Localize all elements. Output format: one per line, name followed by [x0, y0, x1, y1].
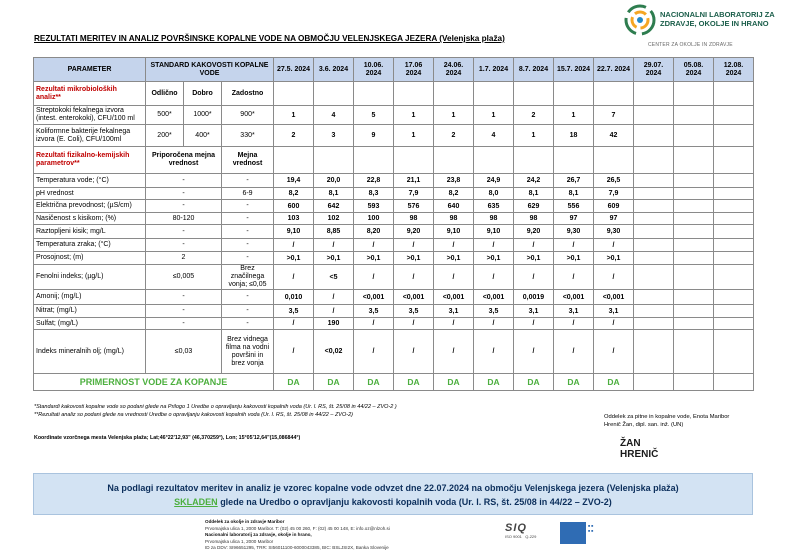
signature-line: ŽAN — [620, 438, 641, 449]
footer-org: Nacionalni laboratorij za zdravje, okolje in hrano, — [205, 532, 312, 538]
value-cell: 593 — [354, 200, 394, 213]
table-row — [34, 305, 754, 318]
value-cell: 23,8 — [434, 174, 474, 188]
value-cell: 3 — [314, 125, 354, 147]
value-cell — [714, 330, 754, 374]
value-cell: 24,9 — [474, 174, 514, 188]
verdict-cell: DA — [594, 374, 634, 391]
value-cell — [714, 252, 754, 265]
value-cell: <0,001 — [434, 290, 474, 305]
value-cell: 1 — [394, 106, 434, 125]
value-cell: 22,8 — [354, 174, 394, 188]
verdict-cell: DA — [514, 374, 554, 391]
value-cell: 18 — [554, 125, 594, 147]
value-cell: / — [514, 318, 554, 330]
signature — [620, 438, 658, 460]
parameter-name: Indeks mineralnih olj; (mg/L) — [34, 330, 146, 374]
table-row — [34, 125, 754, 147]
verdict-row — [34, 374, 754, 391]
footnote: **Rezultati analiz so podani glede na vrednosti Uredbe o opravljanju kakovosti kopalnih voda (Ur. l. RS, št. 25/08 in 44/22 – ZVO-2) — [34, 412, 353, 418]
value-cell: <0,001 — [554, 290, 594, 305]
value-cell — [674, 305, 714, 318]
verdict-cell: DA — [354, 374, 394, 391]
micro-head-good: Dobro — [184, 82, 222, 106]
signature-line: HRENIČ — [620, 449, 659, 460]
value-cell: / — [474, 330, 514, 374]
value-cell: / — [514, 265, 554, 290]
lab-logo-icon — [624, 4, 656, 36]
value-cell: 609 — [594, 200, 634, 213]
value-cell — [714, 265, 754, 290]
table-row — [34, 188, 754, 200]
table-row — [34, 290, 754, 305]
value-cell: / — [474, 318, 514, 330]
signoff-block — [604, 413, 764, 429]
value-cell: 8,1 — [514, 188, 554, 200]
value-cell: 102 — [314, 213, 354, 225]
certification-badge — [505, 522, 555, 544]
value-cell: / — [394, 265, 434, 290]
summary-line-1: Na podlagi rezultatov meritev in analiz je vzorec kopalne vode odvzet dne 22.07.2024 na območju Velenjskega jezera (Velenjska plaža) — [107, 483, 679, 493]
value-cell: / — [594, 265, 634, 290]
parameter-name: Amonij; (mg/L) — [34, 290, 146, 305]
footer-contact: Prvomajska ulica 1, 2000 Maribor. T: (02) 45 00 260, F: (02) 45 00 148, E: info.oz@nlzoh.si — [205, 525, 390, 531]
value-cell: 9 — [354, 125, 394, 147]
table-row — [34, 330, 754, 374]
value-cell: 8,20 — [354, 225, 394, 239]
cert-mark: SIQ — [505, 522, 527, 534]
table-row — [34, 106, 754, 125]
recommended-limit: - — [146, 200, 222, 213]
verdict-cell — [634, 374, 674, 391]
value-cell: 9,10 — [274, 225, 314, 239]
value-cell: 8,3 — [354, 188, 394, 200]
value-cell: / — [434, 265, 474, 290]
footnotes — [34, 403, 397, 419]
parameter-name: Temperatura vode; (°C) — [34, 174, 146, 188]
recommended-limit: - — [146, 318, 222, 330]
value-cell — [634, 174, 674, 188]
recommended-limit: - — [146, 305, 222, 318]
value-cell: 26,7 — [554, 174, 594, 188]
limit-value: - — [222, 213, 274, 225]
header-date: 3.6. 2024 — [314, 58, 354, 82]
parameter-name: Prosojnost; (m) — [34, 252, 146, 265]
value-cell: 9,10 — [474, 225, 514, 239]
value-cell: / — [354, 239, 394, 252]
value-cell — [634, 330, 674, 374]
page-footer — [205, 519, 495, 552]
value-cell: 629 — [514, 200, 554, 213]
header-date: 15.7. 2024 — [554, 58, 594, 82]
recommended-limit: - — [146, 174, 222, 188]
signoff-person: Hrenič Žan, dipl. san. inž. (UN) — [604, 422, 684, 428]
value-cell: / — [274, 330, 314, 374]
value-cell: / — [594, 318, 634, 330]
value-cell — [674, 125, 714, 147]
value-cell — [674, 330, 714, 374]
value-cell: 8,2 — [434, 188, 474, 200]
value-cell: 97 — [594, 213, 634, 225]
value-cell: 635 — [474, 200, 514, 213]
value-cell — [674, 200, 714, 213]
recommended-limit: - — [146, 290, 222, 305]
limit-cell: 1000* — [184, 106, 222, 125]
value-cell: 3,5 — [394, 305, 434, 318]
value-cell: <0,02 — [314, 330, 354, 374]
value-cell — [634, 188, 674, 200]
verdict-cell: DA — [554, 374, 594, 391]
value-cell: 576 — [394, 200, 434, 213]
value-cell — [634, 200, 674, 213]
value-cell: 8,2 — [274, 188, 314, 200]
value-cell — [634, 213, 674, 225]
value-cell: / — [314, 290, 354, 305]
value-cell — [634, 252, 674, 265]
value-cell: 3,5 — [474, 305, 514, 318]
value-cell: 8,0 — [474, 188, 514, 200]
value-cell — [714, 125, 754, 147]
value-cell: / — [554, 330, 594, 374]
table-row — [34, 252, 754, 265]
recommended-limit: 80-120 — [146, 213, 222, 225]
value-cell: >0,1 — [354, 252, 394, 265]
value-cell: 3,1 — [554, 305, 594, 318]
value-cell: 8,1 — [314, 188, 354, 200]
value-cell — [674, 239, 714, 252]
value-cell: / — [594, 330, 634, 374]
verdict-label: PRIMERNOST VODE ZA KOPANJE — [34, 374, 274, 391]
value-cell — [634, 239, 674, 252]
value-cell: >0,1 — [554, 252, 594, 265]
value-cell: 97 — [554, 213, 594, 225]
limit-cell: 500* — [146, 106, 184, 125]
value-cell — [714, 239, 754, 252]
parameter-name: Streptokoki fekalnega izvora (intest. enterokoki), CFU/100 ml — [34, 106, 146, 125]
value-cell: <0,001 — [474, 290, 514, 305]
limit-value: - — [222, 290, 274, 305]
value-cell — [634, 305, 674, 318]
footer-department: Oddelek za okolje in zdravje Maribor — [205, 519, 285, 524]
value-cell: >0,1 — [314, 252, 354, 265]
value-cell — [674, 225, 714, 239]
table-row — [34, 174, 754, 188]
parameter-name: Nasičenost s kisikom; (%) — [34, 213, 146, 225]
verdict-cell — [714, 374, 754, 391]
value-cell — [674, 174, 714, 188]
verdict-cell: DA — [474, 374, 514, 391]
recommended-limit: - — [146, 239, 222, 252]
value-cell: 1 — [474, 106, 514, 125]
value-cell: / — [514, 239, 554, 252]
value-cell — [634, 318, 674, 330]
header-date: 29.07. 2024 — [634, 58, 674, 82]
value-cell — [714, 290, 754, 305]
value-cell: 3,1 — [514, 305, 554, 318]
value-cell: / — [274, 265, 314, 290]
parameter-name: pH vrednost — [34, 188, 146, 200]
table-row — [34, 318, 754, 330]
header-date: 8.7. 2024 — [514, 58, 554, 82]
value-cell: 19,4 — [274, 174, 314, 188]
summary-line-2 — [34, 495, 752, 509]
value-cell — [634, 225, 674, 239]
value-cell: / — [554, 265, 594, 290]
value-cell: 3,5 — [274, 305, 314, 318]
value-cell: 4 — [314, 106, 354, 125]
value-cell — [634, 125, 674, 147]
micro-section-title: Rezultati mikrobioloških analiz** — [34, 82, 146, 106]
value-cell: / — [474, 239, 514, 252]
header-date: 22.7. 2024 — [594, 58, 634, 82]
value-cell: / — [434, 330, 474, 374]
value-cell — [674, 252, 714, 265]
value-cell: 21,1 — [394, 174, 434, 188]
recommended-limit: 2 — [146, 252, 222, 265]
limit-cell: 200* — [146, 125, 184, 147]
org-logo — [624, 4, 784, 46]
value-cell: 26,5 — [594, 174, 634, 188]
value-cell: 98 — [514, 213, 554, 225]
value-cell: 0,010 — [274, 290, 314, 305]
limit-value: - — [222, 252, 274, 265]
limit-value: - — [222, 200, 274, 213]
value-cell — [714, 188, 754, 200]
parameter-name: Raztopljeni kisik; mg/L — [34, 225, 146, 239]
accreditation-text: ■ ■ ■ ■ — [588, 524, 594, 533]
verdict-cell: DA — [434, 374, 474, 391]
value-cell: >0,1 — [394, 252, 434, 265]
parameter-name: Koliformne bakterije fekalnega izvora (E. Coli), CFU/100ml — [34, 125, 146, 147]
value-cell: 2 — [434, 125, 474, 147]
phys-head-limit: Mejna vrednost — [222, 147, 274, 174]
value-cell: / — [434, 318, 474, 330]
value-cell: / — [354, 318, 394, 330]
results-table — [33, 57, 754, 391]
footer-tax: ID za DDV: SI96651295, TRR: SI56011100-6000043385, BIC: BSLJSI2X, Banka Slovenije — [205, 545, 389, 551]
value-cell: 3,1 — [434, 305, 474, 318]
header-parameter: PARAMETER — [34, 58, 146, 82]
value-cell: 556 — [554, 200, 594, 213]
footer-address: Prvomajska ulica 1, 2000 Maribor — [205, 538, 274, 544]
value-cell: 9,10 — [434, 225, 474, 239]
limit-value: - — [222, 305, 274, 318]
value-cell: 7,9 — [594, 188, 634, 200]
value-cell: 1 — [514, 125, 554, 147]
compliant-word: SKLADEN — [174, 497, 218, 507]
value-cell: / — [314, 305, 354, 318]
value-cell: / — [354, 330, 394, 374]
value-cell: / — [274, 318, 314, 330]
accreditation-logo-icon — [560, 522, 586, 544]
header-date: 24.06. 2024 — [434, 58, 474, 82]
header-date: 1.7. 2024 — [474, 58, 514, 82]
summary-line-2-rest: glede na Uredbo o opravljanju kakovosti kopalnih voda (Ur. l. RS, št. 25/08 in 44/22 – ZVO-2) — [217, 497, 612, 507]
table-row — [34, 225, 754, 239]
value-cell: 24,2 — [514, 174, 554, 188]
value-cell — [674, 188, 714, 200]
value-cell: 190 — [314, 318, 354, 330]
table-row — [34, 239, 754, 252]
value-cell: <0,001 — [394, 290, 434, 305]
value-cell: 9,30 — [554, 225, 594, 239]
value-cell: 0,0019 — [514, 290, 554, 305]
recommended-limit: - — [146, 188, 222, 200]
parameter-name: Električna prevodnost; (µS/cm) — [34, 200, 146, 213]
value-cell: >0,1 — [274, 252, 314, 265]
value-cell: <0,001 — [354, 290, 394, 305]
value-cell: 640 — [434, 200, 474, 213]
parameter-name: Fenolni indeks; (µg/L) — [34, 265, 146, 290]
micro-head-excellent: Odlično — [146, 82, 184, 106]
limit-value: - — [222, 239, 274, 252]
value-cell: 7,9 — [394, 188, 434, 200]
value-cell: 3,1 — [594, 305, 634, 318]
value-cell: >0,1 — [514, 252, 554, 265]
value-cell — [634, 290, 674, 305]
value-cell: 8,85 — [314, 225, 354, 239]
micro-head-sufficient: Zadostno — [222, 82, 274, 106]
value-cell — [714, 174, 754, 188]
value-cell: / — [394, 239, 434, 252]
limit-cell: 400* — [184, 125, 222, 147]
value-cell: 1 — [394, 125, 434, 147]
value-cell: >0,1 — [594, 252, 634, 265]
value-cell: 5 — [354, 106, 394, 125]
header-date: 17.06 2024 — [394, 58, 434, 82]
header-date: 05.08. 2024 — [674, 58, 714, 82]
value-cell — [674, 213, 714, 225]
sampling-coordinates: Koordinate vzorčnega mesta Velenjska plaža; Lat;46°22'12,93" (46,370259°), Lon; 15°05'12,64"(15,086844°) — [34, 435, 301, 441]
value-cell: 1 — [274, 106, 314, 125]
value-cell: 8,1 — [554, 188, 594, 200]
parameter-name: Nitrat; (mg/L) — [34, 305, 146, 318]
value-cell: <5 — [314, 265, 354, 290]
table-row — [34, 200, 754, 213]
recommended-limit: ≤0,03 — [146, 330, 222, 374]
value-cell: >0,1 — [474, 252, 514, 265]
value-cell: 98 — [394, 213, 434, 225]
value-cell: / — [554, 318, 594, 330]
recommended-limit: ≤0,005 — [146, 265, 222, 290]
limit-value: - — [222, 225, 274, 239]
value-cell: / — [594, 239, 634, 252]
value-cell — [714, 225, 754, 239]
value-cell: 642 — [314, 200, 354, 213]
value-cell — [674, 318, 714, 330]
header-date: 10.06. 2024 — [354, 58, 394, 82]
value-cell: / — [274, 239, 314, 252]
value-cell: >0,1 — [434, 252, 474, 265]
value-cell: / — [314, 239, 354, 252]
org-name: NACIONALNI LABORATORIJ ZA ZDRAVJE, OKOLJE IN HRANO — [660, 10, 775, 28]
header-date: 27.5. 2024 — [274, 58, 314, 82]
value-cell — [714, 305, 754, 318]
value-cell: 600 — [274, 200, 314, 213]
value-cell: 98 — [474, 213, 514, 225]
value-cell: 1 — [554, 106, 594, 125]
limit-value: 6-9 — [222, 188, 274, 200]
value-cell: 2 — [514, 106, 554, 125]
value-cell: / — [394, 330, 434, 374]
limit-value: - — [222, 174, 274, 188]
header-date: 12.08. 2024 — [714, 58, 754, 82]
value-cell — [634, 106, 674, 125]
cert-code-2: Q-229 — [525, 534, 537, 539]
table-row — [34, 265, 754, 290]
compliance-summary — [33, 473, 753, 515]
value-cell — [714, 106, 754, 125]
value-cell: / — [434, 239, 474, 252]
value-cell — [714, 213, 754, 225]
value-cell: / — [394, 318, 434, 330]
value-cell — [634, 265, 674, 290]
limit-value: Brez značilnega vonja; ≤0,05 — [222, 265, 274, 290]
value-cell: 7 — [594, 106, 634, 125]
header-standard: STANDARD KAKOVOSTI KOPALNE VODE — [146, 58, 274, 82]
value-cell: 9,20 — [394, 225, 434, 239]
phys-head-recommended: Priporočena mejna vrednost — [146, 147, 222, 174]
value-cell — [674, 265, 714, 290]
value-cell: 98 — [434, 213, 474, 225]
value-cell: 1 — [434, 106, 474, 125]
value-cell: 9,20 — [514, 225, 554, 239]
footnote: *Standardi kakovosti kopalne vode so podani glede na Prilogo 1 Uredbe o opravljanju kakovosti kopalnih voda (Ur. l. RS, št. 25/08 in 44/22 – ZVO-2 ) — [34, 404, 397, 410]
signoff-department: Oddelek za pitne in kopalne vode, Enota Maribor — [604, 414, 730, 420]
recommended-limit: - — [146, 225, 222, 239]
value-cell: / — [514, 330, 554, 374]
limit-cell: 900* — [222, 106, 274, 125]
value-cell: 100 — [354, 213, 394, 225]
parameter-name: Sulfat; (mg/L) — [34, 318, 146, 330]
verdict-cell: DA — [314, 374, 354, 391]
document-title: REZULTATI MERITEV IN ANALIZ POVRŠINSKE KOPALNE VODE NA OBMOČJU VELENJSKEGA JEZERA (Velenjska plaža) — [34, 34, 505, 43]
value-cell: <0,001 — [594, 290, 634, 305]
verdict-cell: DA — [394, 374, 434, 391]
verdict-cell: DA — [274, 374, 314, 391]
limit-cell: 330* — [222, 125, 274, 147]
cert-code: ISO 9001 — [505, 534, 522, 539]
parameter-name: Temperatura zraka; (°C) — [34, 239, 146, 252]
value-cell — [714, 200, 754, 213]
value-cell: / — [554, 239, 594, 252]
value-cell: 4 — [474, 125, 514, 147]
value-cell: / — [474, 265, 514, 290]
org-center: CENTER ZA OKOLJE IN ZDRAVJE — [648, 42, 733, 48]
value-cell — [674, 290, 714, 305]
value-cell: 3,5 — [354, 305, 394, 318]
limit-value: Brez vidnega filma na vodni površini in brez vonja — [222, 330, 274, 374]
value-cell — [714, 318, 754, 330]
value-cell: 20,0 — [314, 174, 354, 188]
value-cell: / — [354, 265, 394, 290]
value-cell: 42 — [594, 125, 634, 147]
phys-section-title: Rezultati fizikalno-kemijskih parametrov** — [34, 147, 146, 174]
value-cell: 103 — [274, 213, 314, 225]
table-row — [34, 213, 754, 225]
value-cell: 9,30 — [594, 225, 634, 239]
verdict-cell — [674, 374, 714, 391]
value-cell — [674, 106, 714, 125]
value-cell: 2 — [274, 125, 314, 147]
limit-value: - — [222, 318, 274, 330]
